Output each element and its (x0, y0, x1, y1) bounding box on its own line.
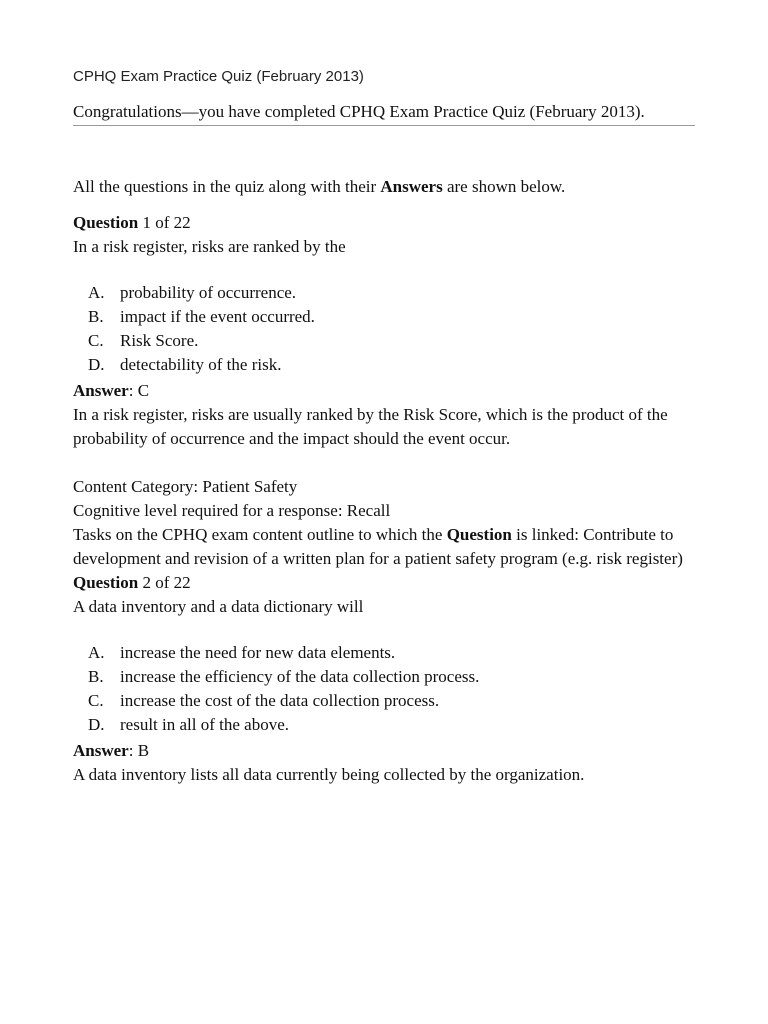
option-b: B. impact if the event occurred. (88, 307, 315, 326)
question-heading: Question 2 of 22 (73, 573, 191, 592)
question-1 (73, 211, 695, 571)
option-d: D. detectability of the risk. (88, 355, 282, 374)
answer-explanation: In a risk register, risks are usually ranked by the Risk Score, which is the product of the probability of occurrence and the impact should the event occur. (73, 405, 668, 448)
question-2 (73, 571, 695, 787)
completion-message: Congratulations—you have completed CPHQ Exam Practice Quiz (February 2013). (73, 102, 645, 121)
divider (73, 125, 695, 126)
question-text: In a risk register, risks are ranked by the (73, 237, 346, 256)
answers-bold: Answers (380, 177, 443, 196)
options-list (73, 641, 695, 737)
intro-text: All the questions in the quiz along with their Answers are shown below. (73, 177, 566, 196)
answer-line: Answer: B (73, 741, 150, 760)
document-header: CPHQ Exam Practice Quiz (February 2013) (73, 68, 364, 85)
linked-tasks: Tasks on the CPHQ exam content outline to which the Question is linked: Contribute to development and revision of a written plan for a patient safety program (e.g. risk register) (73, 525, 683, 568)
answer-line: Answer: C (73, 381, 150, 400)
option-a: A. increase the need for new data elements. (88, 643, 396, 662)
option-b: B. increase the efficiency of the data collection process. (88, 667, 480, 686)
content-category: Content Category: Patient Safety (73, 477, 298, 496)
document-page (73, 66, 695, 787)
question-heading: Question 1 of 22 (73, 213, 191, 232)
question-text: A data inventory and a data dictionary will (73, 597, 364, 616)
cognitive-level: Cognitive level required for a response: Recall (73, 501, 391, 520)
answer-explanation: A data inventory lists all data currently being collected by the organization. (73, 765, 585, 784)
options-list (73, 281, 695, 377)
option-d: D. result in all of the above. (88, 715, 290, 734)
option-c: C. increase the cost of the data collection process. (88, 691, 440, 710)
option-a: A. probability of occurrence. (88, 283, 297, 302)
option-c: C. Risk Score. (88, 331, 199, 350)
